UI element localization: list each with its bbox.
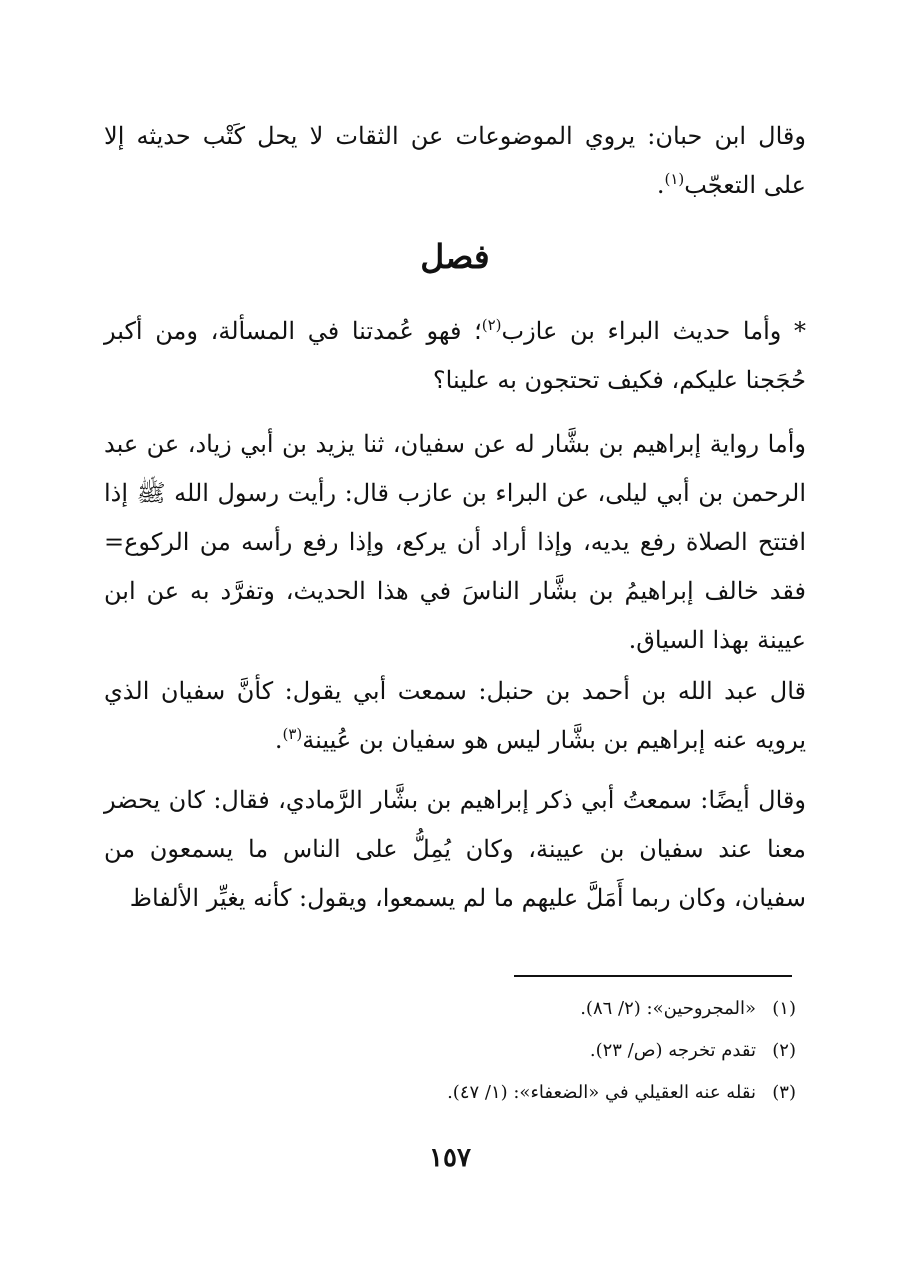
paragraph-rest: ؛ فهو عُمدتنا في المسألة، ومن أكبر حُجَجنا عليكم، فكيف تحتجون به علينا؟ [104,317,806,394]
footnote-number: (٢) [772,1040,796,1061]
footnote-item [104,988,796,1030]
page-number: ١٥٧ [429,1143,471,1173]
paragraph-baraa-hadith [104,307,806,405]
footnote-text: «المجروحين»: (٢/ ٨٦). [580,998,756,1019]
paragraph-text: قال عبد الله بن أحمد بن حنبل: سمعت أبي يقول: كأنَّ سفيان الذي يرويه عنه إبراهيم بن بشَّار ليس هو سفيان بن عُيينة [104,677,806,754]
footnote-number: (١) [772,998,796,1019]
paragraph-ibn-hibban [104,112,806,210]
footnote-ref-2: (٢) [481,316,502,334]
footnote-text: تقدم تخرجه (ص/ ٢٣). [589,1040,756,1061]
footnotes-list [104,988,796,1114]
paragraph-ramadi-quote [104,776,806,923]
footnote-number: (٣) [772,1082,796,1103]
footnote-separator [514,975,792,977]
footnote-item [104,1072,796,1114]
paragraph-abdullah-quote [104,667,806,765]
paragraph-text: وأما رواية إبراهيم بن بشَّار له عن سفيان، ثنا يزيد بن أبي زياد، عن عبد الرحمن بن أبي ليلى، عن البراء بن عازب قال: رأيت رسول الله ﷺ إذا افتتح الصلاة رفع يديه، وإذا أراد أن يركع، وإذا رفع رأسه من الركوع= فقد خالف إبراهيمُ بن بشَّار الناسَ في هذا الحديث، وتفرَّد به عن ابن عيينة بهذا السياق. [104,430,807,654]
footnote-ref-3: (٣) [282,725,303,743]
footnote-ref-1: (١) [664,170,685,188]
paragraph-text: وقال ابن حبان: يروي الموضوعات عن الثقات لا يحل كَتْب حديثه إلا على التعجّب [104,122,806,199]
paragraph-text: وقال أيضًا: سمعتُ أبي ذكر إبراهيم بن بشَّار الرَّمادي، فقال: كان يحضر معنا عند سفيان بن عيينة، وكان يُمِلُّ على الناس ما يسمعون من سفيان، وكان ربما أَمَلَّ عليهم ما لم يسمعوا، ويقول: كأنه يغيِّر الألفاظ [104,786,806,912]
footnote-text: نقله عنه العقيلي في «الضعفاء»: (١/ ٤٧). [447,1082,756,1103]
paragraph-end: . [274,726,283,754]
paragraph-lead: * وأما حديث البراء بن عازب [501,317,806,345]
footnote-item [104,1030,796,1072]
section-heading: فصل [420,237,490,276]
paragraph-ibrahim-narration [104,420,806,665]
paragraph-end: . [656,171,665,199]
